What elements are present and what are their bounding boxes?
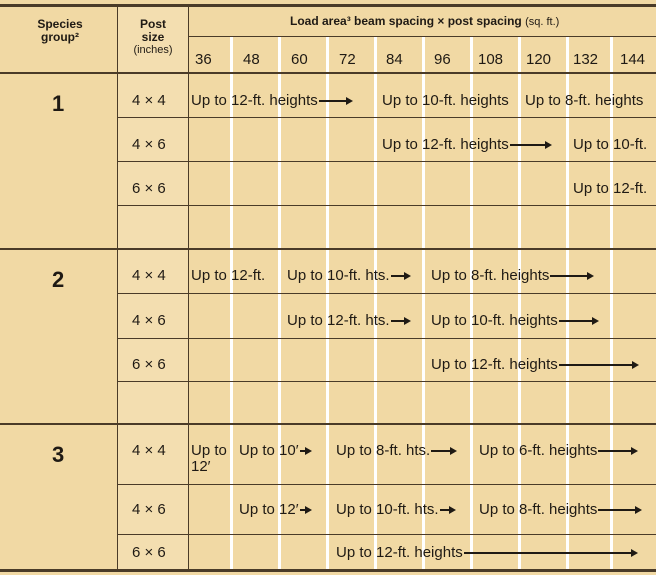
arrow-right-icon: [598, 509, 636, 511]
span-cell: [239, 502, 306, 518]
arrow-right-icon: [559, 320, 593, 322]
load-area-header: [290, 14, 559, 28]
span-cell: [191, 443, 227, 475]
post-size: 6 × 6: [132, 180, 166, 197]
span-cell-text: Up to 10-ft. hts.: [336, 501, 439, 518]
post-size: 6 × 6: [132, 544, 166, 561]
arrow-right-icon: [464, 552, 632, 554]
row-rule: [118, 205, 656, 206]
span-cell: [431, 313, 593, 329]
post-size: 6 × 6: [132, 356, 166, 373]
span-cell-text: Up to 8-ft. hts.: [336, 442, 431, 459]
arrow-right-icon: [559, 364, 633, 366]
span-cell-text: Up to 10-ft. hts.: [287, 267, 390, 284]
species-group-number: 1: [52, 91, 65, 116]
row-rule: [118, 338, 656, 339]
arrow-right-icon: [319, 100, 347, 102]
species-group-number: 3: [52, 442, 65, 467]
group-rule: [0, 423, 656, 425]
span-cell: [336, 502, 450, 518]
span-cell: Up to 10-ft. heights: [382, 92, 509, 109]
species-group-number: 2: [52, 267, 65, 292]
span-cell-text: Up to 12-ft. hts.: [287, 312, 390, 329]
species-group-label: Species: [37, 17, 83, 31]
species-group-label-2: group²: [41, 30, 79, 44]
post-size-header: [118, 18, 188, 57]
span-cell: [287, 313, 405, 329]
post-size: 4 × 4: [132, 92, 166, 109]
arrow-right-icon: [431, 450, 451, 452]
header-subrule: [188, 36, 656, 37]
species-group-header: [20, 18, 100, 44]
span-cell: [336, 545, 632, 561]
vertical-rule: [117, 7, 118, 572]
span-cell: [191, 93, 347, 109]
column-header: 108: [478, 51, 504, 68]
arrow-right-icon: [550, 275, 588, 277]
load-area-label: Load area³ beam spacing × post spacing: [290, 14, 522, 28]
row-rule: [118, 117, 656, 118]
post-size: 4 × 4: [132, 442, 166, 459]
column-header: 48: [243, 51, 260, 68]
span-cell-text: Up to 6-ft. heights: [479, 442, 598, 459]
load-area-unit: (sq. ft.): [525, 16, 560, 28]
post-size: 4 × 6: [132, 501, 166, 518]
arrow-right-icon: [510, 144, 546, 146]
post-size: 4 × 4: [132, 267, 166, 284]
span-cell-text: Up to 12-ft. heights: [336, 544, 463, 561]
post-size-label: Post: [139, 17, 166, 31]
span-cell-text: Up to 12′: [239, 501, 299, 518]
span-cell: [239, 443, 306, 459]
vertical-rule: [188, 7, 189, 572]
bottom-rule: [0, 569, 656, 572]
arrow-right-icon: [300, 509, 306, 511]
arrow-right-icon: [391, 275, 405, 277]
span-cell: Up to 12-ft.: [573, 180, 648, 197]
span-cell-text: Up to 8-ft. heights: [479, 501, 598, 518]
post-size: 4 × 6: [132, 136, 166, 153]
span-cell: [431, 357, 633, 373]
span-cell-text: Up to 12-ft. heights: [431, 356, 558, 373]
span-cell: [431, 268, 588, 284]
span-cell-text: Up to 12-ft. heights: [382, 136, 509, 153]
span-cell-text-2: 12′: [191, 458, 211, 475]
top-rule: [0, 4, 656, 7]
span-cell: [479, 443, 632, 459]
column-header: 72: [339, 51, 356, 68]
column-header: 84: [386, 51, 403, 68]
row-rule: [118, 484, 656, 485]
arrow-right-icon: [391, 320, 405, 322]
span-cell-text: Up to 10′: [239, 442, 299, 459]
row-rule: [118, 534, 656, 535]
span-cell: Up to 10-ft.: [573, 136, 648, 153]
column-header: 120: [526, 51, 552, 68]
group-rule: [0, 248, 656, 250]
span-cell-text: Up to: [191, 442, 227, 459]
post-size: 4 × 6: [132, 312, 166, 329]
span-cell: Up to 8-ft. heights: [525, 92, 644, 109]
post-size-unit: (inches): [133, 44, 173, 56]
row-rule: [118, 381, 656, 382]
column-header: 96: [434, 51, 451, 68]
row-rule: [118, 293, 656, 294]
column-header: 36: [195, 51, 212, 68]
column-header: 132: [573, 51, 599, 68]
row-rule: [118, 161, 656, 162]
header-rule: [0, 72, 656, 74]
column-header: 60: [291, 51, 308, 68]
span-cell: [382, 137, 546, 153]
arrow-right-icon: [300, 450, 306, 452]
span-cell: [336, 443, 451, 459]
column-header: 144: [620, 51, 646, 68]
span-cell: [287, 268, 405, 284]
arrow-right-icon: [440, 509, 450, 511]
span-cell-text: Up to 8-ft. heights: [431, 267, 550, 284]
span-cell-text: Up to 10-ft. heights: [431, 312, 558, 329]
span-cell: Up to 12-ft.: [191, 267, 266, 284]
span-cell-text: Up to 12-ft. heights: [191, 92, 318, 109]
arrow-right-icon: [598, 450, 632, 452]
post-size-label-2: size: [141, 30, 165, 44]
span-cell: [479, 502, 636, 518]
